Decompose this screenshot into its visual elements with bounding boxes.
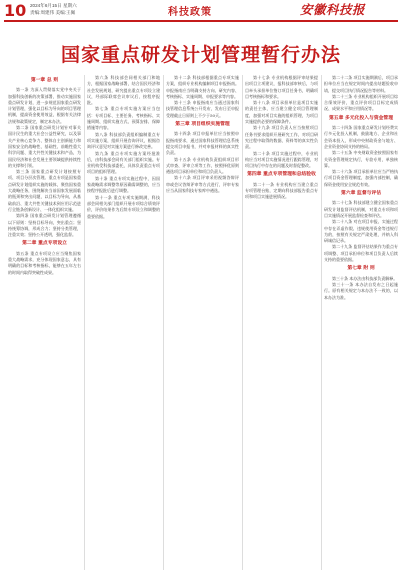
page-header (0, 0, 402, 20)
paragraph: 第十七条 专业机构根据评审结果提出项目立项建议，报科技部审核后，与项目牵头承担单位签订项目任务书，明确项目考核指标和要求。 (245, 75, 318, 99)
paragraph: 第三条 国家重点研发计划按照专项、项目分层次管理。重点专项是国家重点研发计划组织实施的载体，聚焦国家重大战略任务，围绕解决当前国家发展面临的瓶颈和突出问题，以目标为导向，从基础前沿、重大共性关键技术到应用示范进行全链条创新设计、一体化组织实施。 (8, 169, 81, 212)
column-divider (163, 75, 164, 570)
paragraph: 第十条 重点专项实施过程中，因国家战略需求调整等原因确需调整的，应当按程序报批后进行调整。 (87, 175, 160, 194)
page-number: 10 (4, 1, 27, 20)
article-body (8, 75, 398, 570)
chapter-heading: 第五章 多元化投入与资金管理 (328, 115, 394, 121)
chapter-heading: 第七章 附 则 (347, 266, 375, 272)
chapter-heading: 第三章 项目组织实施管理 (175, 122, 230, 128)
chapter-heading: 第四章 重点专项管理和总结验收 (247, 172, 316, 178)
newspaper-masthead-logo: 安徽科技报 (300, 2, 366, 17)
paragraph: 第二十一条 专业机构应当建立重点专项管理台账，定期向科技部报告重点专项和项目实施进展情况。 (245, 181, 318, 200)
header-divider (4, 20, 398, 22)
paragraph: 第十二条 科技部根据重点专项实施方案，组织专业机构编制项目申报指南。申报指南应当明确支持方向、研究内容、考核指标、实施周期、申报要求等内容。 (166, 75, 239, 99)
paragraph: 第一条 为深入贯彻落实党中央关于加强科技创新的决策部署，推动实施国家重点研发计划，进一步规范国家重点研发计划管理，强化以目标为导向的项目管理机制，提高资金使用效益，根据有关法律法规和政策规定，制定本办法。 (8, 87, 81, 124)
paragraph: 第六条 科技部会同相关部门和地方，根据国家战略部署，结合国民经济和社会发展规划，研究提出重点专项设立建议，经部际联席会议审议后，按程序报批。 (87, 75, 160, 106)
issue-editors: 责编:周建伟 美编:王佩 (30, 9, 76, 15)
paragraph: 第三十一条 本办法自发布之日起施行。原有相关规定与本办法不一致的，以本办法为准。 (324, 281, 398, 300)
column-divider (242, 75, 243, 570)
article-column-4 (245, 75, 318, 570)
paragraph: 第二十条 项目实施过程中，专业机构应当对项目实施情况进行跟踪管理，对项目执行中存在的问题及时督促整改。 (245, 150, 318, 169)
paragraph: 第二十七条 科技部建立健全国家重点研发计划监督评估机制，对重点专项和项目实施情况开展监督检查和评估。 (324, 200, 398, 218)
article-column-2 (87, 75, 160, 570)
paragraph: 第二十六条 项目承担单位应当严格执行项目资金管理制度，加强内部控制，确保资金使用安全规范有效。 (324, 169, 398, 187)
article-column-5 (324, 75, 398, 570)
paragraph: 第七条 重点专项实施方案应当包括：专项目标、主要任务、考核指标、实施周期、组织实施方式、预算安排、保障措施等内容。 (87, 106, 160, 131)
paragraph: 第十八条 项目承担单位是项目实施的责任主体，应当建立健全项目管理制度，加强对项目实施的组织管理，为项目实施提供必要的保障条件。 (245, 100, 318, 125)
issue-date: 2024年6月15日 星期六 (30, 3, 77, 8)
article-column-1 (8, 75, 81, 570)
issue-meta (30, 3, 77, 16)
paragraph: 第二十三条 专业机构组织开展项目综合绩效评价，重点评价项目目标完成情况、成果水平和应用情况等。 (324, 93, 398, 112)
paragraph: 第十三条 申报指南应当通过国家科技管理信息系统公开发布，发布日至申报受理截止日原则上不少于50天。 (166, 100, 239, 118)
paragraph: 第二十二条 项目实施期满后，项目承担单位应当在规定时间内提出结题验收申请，提交项目执行情况报告等材料。 (324, 75, 398, 93)
article-column-3 (166, 75, 239, 570)
paragraph: 第十五条 专业机构负责组织项目形式审查、评审立项等工作，按照择优原则遴选项目承担单位和项目负责人。 (166, 156, 239, 175)
paragraph: 第二十九条 监督评估结果作为重点专项调整、项目承担单位和项目负责人后续支持的重要依据。 (324, 244, 398, 263)
paragraph: 第二十五条 中央财政资金按照国家有关资金管理规定执行，专款专用，单独核算。 (324, 150, 398, 168)
article-title: 国家重点研发计划管理暂行办法 (60, 44, 341, 66)
paragraph: 第十六条 项目评审采用视频答辩评审或会议答辩评审等方式进行，评审专家应当从国家科技专家库中遴选。 (166, 175, 239, 194)
paragraph: 第二十四条 国家重点研发计划经费实行多元化投入机制，鼓励地方、企业和社会资本投入，形成中央财政资金与地方、企业资金协同支持的格局。 (324, 125, 398, 149)
paragraph: 第三十条 本办法由科技部负责解释。 (332, 275, 398, 281)
column-divider (321, 75, 322, 570)
paragraph: 第十九条 项目负责人应当按照项目任务书要求组织开展研究工作，对项目研究过程中取得的数据、资料等的真实性负责。 (245, 125, 318, 150)
paragraph: 第十一条 重点专项实施期满，科技部会同相关部门组织开展专项综合绩效评价，评价结果作为后续专项设立和调整的重要依据。 (87, 194, 160, 219)
chapter-heading: 第六章 监督与评估 (340, 191, 382, 197)
column-divider (84, 75, 85, 570)
section-label: 科技政策 (168, 7, 212, 18)
paragraph: 第八条 科技部负责组织编制重点专项实施方案，组织开展咨询评议，根据咨询评议意见对实施方案进行修改完善。 (87, 131, 160, 150)
chapter-heading: 第一章 总 则 (30, 78, 59, 83)
paragraph: 第四条 国家重点研发计划管理遵循以下原则：坚持目标导向，突出重点；坚持统筹协调，形成合力；坚持分类管理，注重实效；坚持公开透明，强化监督。 (8, 213, 81, 238)
paragraph: 第五条 重点专项设立应当聚焦国家重大战略需求，充分体现国家意志，具有明确的目标和考核指标，能够在五年左右的时间内取得突破性成果。 (8, 250, 81, 275)
paragraph: 第十四条 项目申报单位应当按照申报指南要求，通过国家科技管理信息系统提交项目申报书，并对申报材料的真实性负责。 (166, 131, 239, 156)
chapter-heading: 第二章 重点专项设立 (22, 241, 67, 247)
paragraph: 第九条 重点专项实施方案经批准后，由科技部会同有关部门组织实施。专业机构受科技部委托，具体负责重点专项项目的组织管理。 (87, 150, 160, 175)
paragraph: 第二条 国家重点研发计划针对事关国计民生的重大社会公益性研究，以及事关产业核心竞争力、整体自主创新能力和国家安全的战略性、基础性、前瞻性重大科学问题、重大共性关键技术和产品，为国民经济和社会发展主要领域提供持续性的支撑和引领。 (8, 125, 81, 168)
paragraph: 第二十八条 对在项目申报、实施过程中存在弄虚作假、违规使用资金等违规行为的，按照有关规定严肃处理，并纳入科研诚信记录。 (324, 219, 398, 244)
